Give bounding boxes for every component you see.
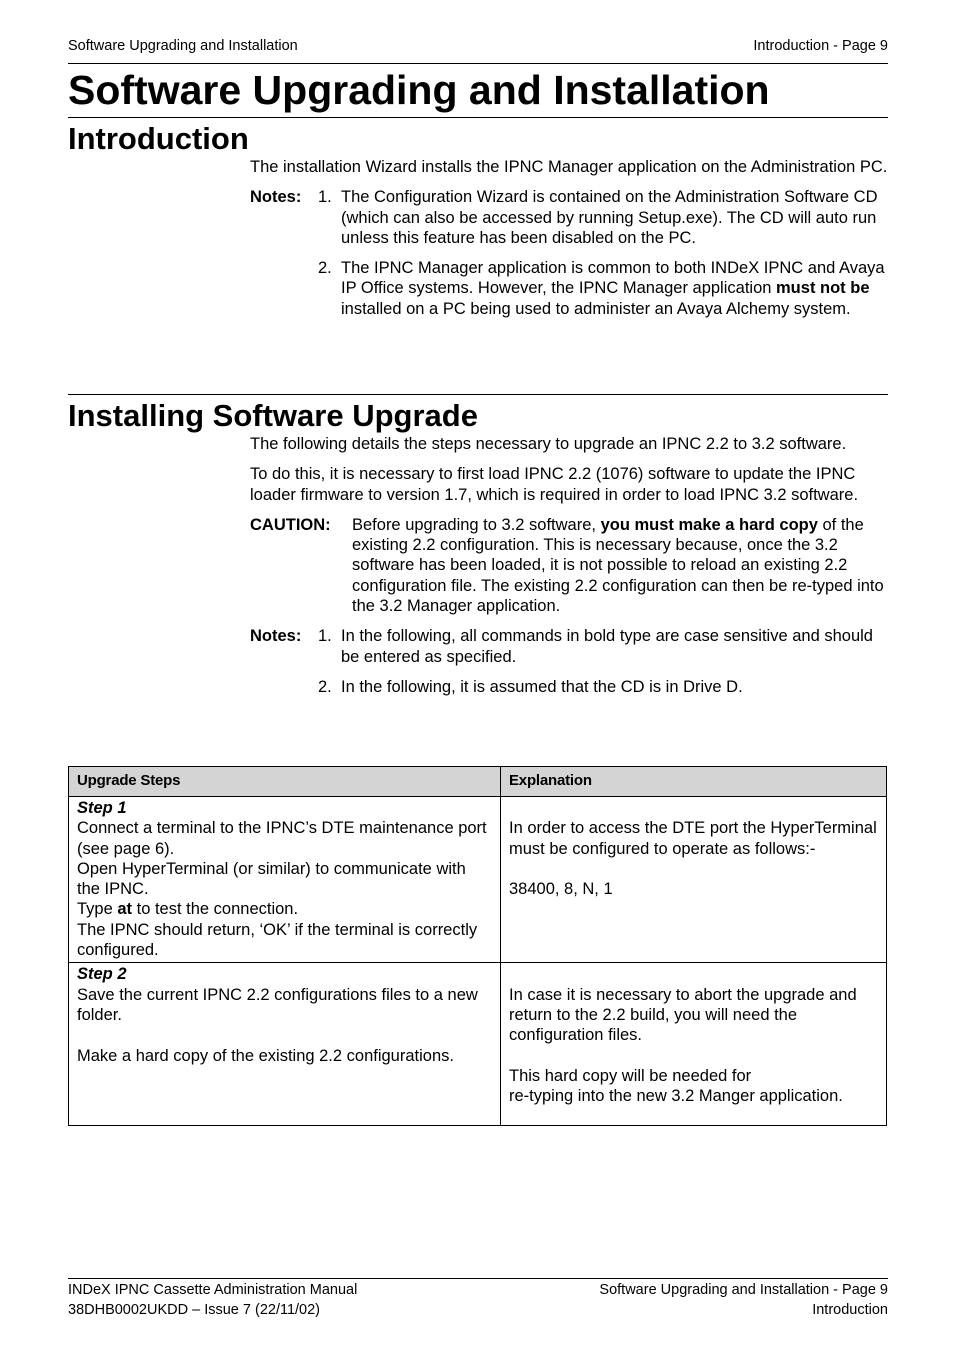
- upgrade-steps-table: [68, 766, 887, 1126]
- caution-label: CAUTION:: [250, 515, 331, 534]
- table-row: [69, 963, 887, 1126]
- list-item: [318, 187, 890, 248]
- explanation-text: In order to access the DTE port the HyperTerminal must be configured to operate as follows:-: [509, 819, 877, 858]
- bold-text: at: [117, 900, 133, 919]
- install-paragraph-1: The following details the steps necessary to upgrade an IPNC 2.2 to 3.2 software.: [250, 435, 847, 453]
- step-1-cell: [69, 797, 501, 963]
- install-notes: [250, 626, 890, 697]
- explanation-text: re-typing into the new 3.2 Manger application.: [509, 1087, 843, 1106]
- text-run: Type: [77, 900, 118, 919]
- running-header: [68, 37, 888, 64]
- header-left: Software Upgrading and Installation: [68, 38, 298, 54]
- step-1-explanation-cell: [501, 797, 887, 963]
- step-text: Make a hard copy of the existing 2.2 configurations.: [77, 1046, 454, 1065]
- introduction-body: [250, 157, 890, 319]
- list-text: In the following, all commands in bold type are case sensitive and should be entered as specified.: [341, 627, 873, 666]
- install-paragraph-2: To do this, it is necessary to first load IPNC 2.2 (1076) software to update the IPNC loader firmware to version 1.7, which is required in order to load IPNC 3.2 software.: [250, 465, 859, 504]
- intro-paragraph: The installation Wizard installs the IPNC Manager application on the Administration PC.: [250, 158, 888, 176]
- installing-body: [250, 434, 890, 697]
- footer-section: Introduction: [812, 1301, 888, 1318]
- table-row: [69, 797, 887, 963]
- step-text: The IPNC should return, ‘OK’ if the terminal is correctly configured.: [77, 920, 478, 960]
- text-run: Before upgrading to 3.2 software,: [352, 515, 601, 534]
- caution-text: [352, 515, 890, 616]
- list-item: [318, 258, 890, 319]
- list-text: [341, 258, 890, 319]
- list-text: The Configuration Wizard is contained on the Administration Software CD (which can also be accessed by running Setup.exe). The CD will auto run unless this feature has been disabled on the PC.: [341, 188, 878, 247]
- step-2-explanation-cell: [501, 963, 887, 1126]
- footer-manual-title: INDeX IPNC Cassette Administration Manual: [68, 1282, 358, 1298]
- footer-left: [68, 1281, 357, 1320]
- step-text: Connect a terminal to the IPNC’s DTE maintenance port (see page 6).: [77, 819, 487, 858]
- footer-right: [599, 1281, 888, 1320]
- caution-block: [250, 515, 890, 616]
- page-title: Software Upgrading and Installation: [68, 66, 888, 118]
- explanation-text: This hard copy will be needed for: [509, 1066, 752, 1085]
- intro-notes-list: [318, 187, 890, 319]
- footer-document-id: 38DHB0002UKDD – Issue 7 (22/11/02): [68, 1301, 321, 1318]
- step-text: Open HyperTerminal (or similar) to communicate with the IPNC.: [77, 859, 466, 899]
- bold-text: you must make a hard copy: [600, 515, 818, 534]
- explanation-text: 38400, 8, N, 1: [509, 880, 613, 899]
- step-label: Step 2: [77, 965, 127, 984]
- section-heading-installing: Installing Software Upgrade: [68, 398, 478, 433]
- list-item: [318, 677, 890, 697]
- list-number: 1.: [318, 188, 332, 207]
- step-text: [77, 899, 492, 919]
- header-right: Introduction - Page 9: [753, 38, 888, 54]
- list-item: [318, 626, 890, 667]
- list-number: 1.: [318, 627, 332, 646]
- step-text: Save the current IPNC 2.2 configurations files to a new folder.: [77, 985, 478, 1024]
- list-number: 2.: [318, 259, 332, 278]
- list-number: 2.: [318, 677, 332, 696]
- footer-page-ref: Software Upgrading and Installation - Page 9: [599, 1282, 888, 1298]
- column-header-upgrade-steps: Upgrade Steps: [69, 767, 501, 797]
- column-header-explanation: Explanation: [501, 767, 887, 797]
- list-text: In the following, it is assumed that the CD is in Drive D.: [341, 677, 743, 696]
- step-label: Step 1: [77, 799, 127, 817]
- explanation-text: In case it is necessary to abort the upgrade and return to the 2.2 build, you will need the configuration files.: [509, 985, 857, 1045]
- text-run: of the existing 2.2 configuration. This is necessary because, once the 3.2 software has been loaded, it is not possible to reload an existing 2.2 configuration file. The existing 2.2 configuration can then be re-typed into the 3.2 Manager application.: [352, 515, 884, 616]
- section-divider: [68, 394, 888, 395]
- table-header-row: [69, 767, 887, 797]
- section-heading-introduction: Introduction: [68, 121, 249, 156]
- text-run: to test the connection.: [132, 900, 299, 919]
- intro-notes: [250, 187, 890, 319]
- step-2-cell: [69, 963, 501, 1126]
- text-run: installed on a PC being used to administer an Avaya Alchemy system.: [341, 299, 851, 318]
- running-footer: [68, 1278, 888, 1320]
- notes-label: Notes:: [250, 627, 302, 646]
- text-run: The IPNC Manager application is common to both INDeX IPNC and Avaya IP Office systems. However, the IPNC Manager application: [341, 259, 885, 298]
- bold-text: must not be: [776, 279, 870, 298]
- notes-label: Notes:: [250, 188, 302, 207]
- install-notes-list: [318, 626, 890, 697]
